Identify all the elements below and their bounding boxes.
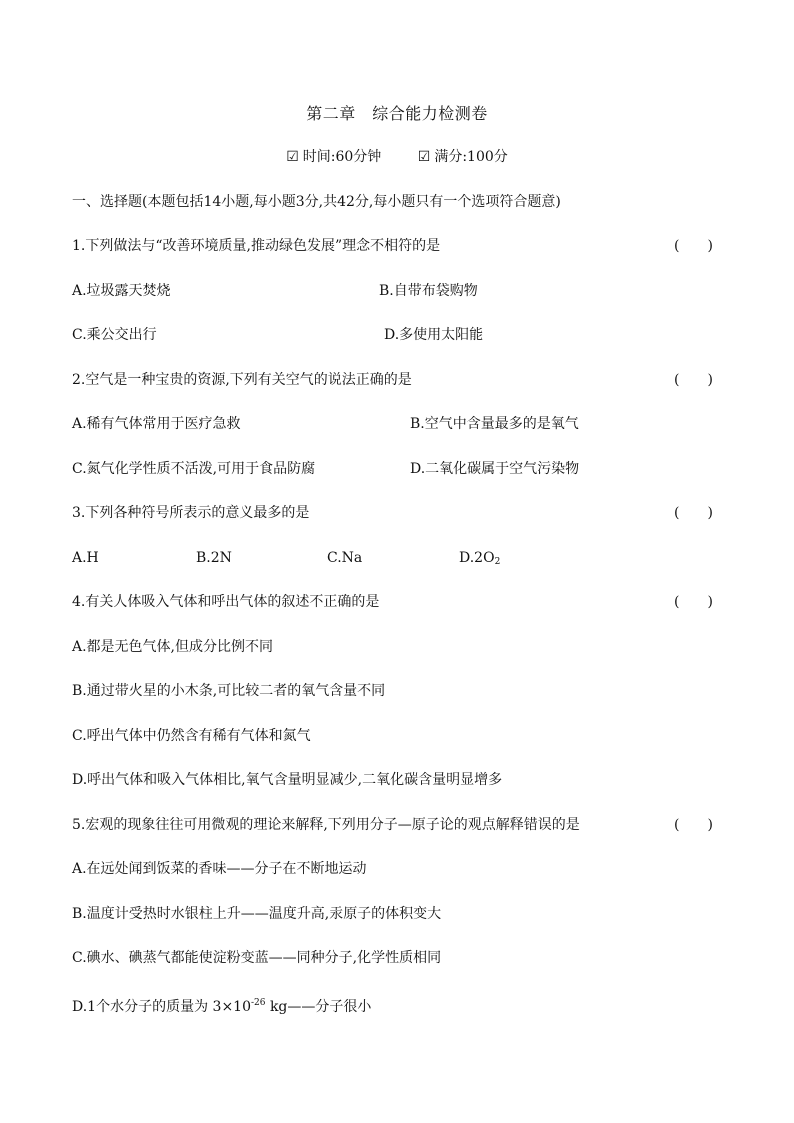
option-a[interactable]: A.H — [72, 550, 99, 566]
option-c[interactable]: C.Na — [327, 550, 363, 566]
option-c[interactable]: C.乘公交出行 — [72, 327, 157, 343]
option-a[interactable]: A.稀有气体常用于医疗急救 — [72, 416, 241, 432]
answer-blank[interactable]: ( ) — [674, 372, 713, 388]
option-d[interactable]: $D.2O_2$ — [459, 550, 501, 567]
answer-blank[interactable]: ( ) — [674, 505, 713, 521]
answer-blank[interactable]: ( ) — [674, 817, 713, 833]
option-d[interactable]: D.二氧化碳属于空气污染物 — [410, 461, 580, 477]
option-d[interactable]: D.1个水分子的质量为 $3\times 10^{-26}$ kg——分子很小 — [72, 998, 372, 1015]
option-b[interactable]: B.2N — [196, 550, 232, 566]
time-limit: ☑ 时间:60分钟 — [286, 149, 382, 165]
exam-meta — [0, 146, 794, 166]
option-a[interactable]: A.在远处闻到饭菜的香味——分子在不断地运动 — [72, 861, 367, 877]
option-b[interactable]: B.通过带火星的小木条,可比较二者的氧气含量不同 — [72, 683, 386, 699]
option-a[interactable]: A.都是无色气体,但成分比例不同 — [72, 639, 274, 655]
option-a[interactable]: A.垃圾露天焚烧 — [72, 283, 171, 299]
page-title: 第二章 综合能力检测卷 — [306, 104, 488, 123]
question-stem: 4.有关人体吸入气体和呼出气体的叙述不正确的是 — [72, 594, 380, 610]
answer-blank[interactable]: ( ) — [674, 594, 713, 610]
option-b[interactable]: B.空气中含量最多的是氧气 — [410, 416, 579, 432]
answer-blank[interactable]: ( ) — [674, 238, 713, 254]
option-d[interactable]: D.呼出气体和吸入气体相比,氧气含量明显减少,二氧化碳含量明显增多 — [72, 772, 503, 788]
option-d[interactable]: D.多使用太阳能 — [384, 327, 484, 343]
section-heading: 一、选择题(本题包括14小题,每小题3分,共42分,每小题只有一个选项符合题意) — [72, 194, 561, 210]
question-stem: 3.下列各种符号所表示的意义最多的是 — [72, 505, 310, 521]
option-c[interactable]: C.呼出气体中仍然含有稀有气体和氮气 — [72, 728, 311, 744]
question-stem: 1.下列做法与“改善环境质量,推动绿色发展”理念不相符的是 — [72, 238, 441, 254]
full-score: ☑ 满分:100分 — [417, 149, 508, 165]
option-c[interactable]: C.氮气化学性质不活泼,可用于食品防腐 — [72, 461, 316, 477]
question-stem: 2.空气是一种宝贵的资源,下列有关空气的说法正确的是 — [72, 372, 412, 388]
option-c[interactable]: C.碘水、碘蒸气都能使淀粉变蓝——同种分子,化学性质相同 — [72, 950, 442, 966]
checkbox-icon: ☑ — [417, 149, 431, 165]
option-b[interactable]: B.温度计受热时水银柱上升——温度升高,汞原子的体积变大 — [72, 906, 442, 922]
checkbox-icon: ☑ — [286, 149, 299, 165]
question-stem: 5.宏观的现象往往可用微观的理论来解释,下列用分子—原子论的观点解释错误的是 — [72, 817, 580, 833]
option-b[interactable]: B.自带布袋购物 — [379, 283, 478, 299]
